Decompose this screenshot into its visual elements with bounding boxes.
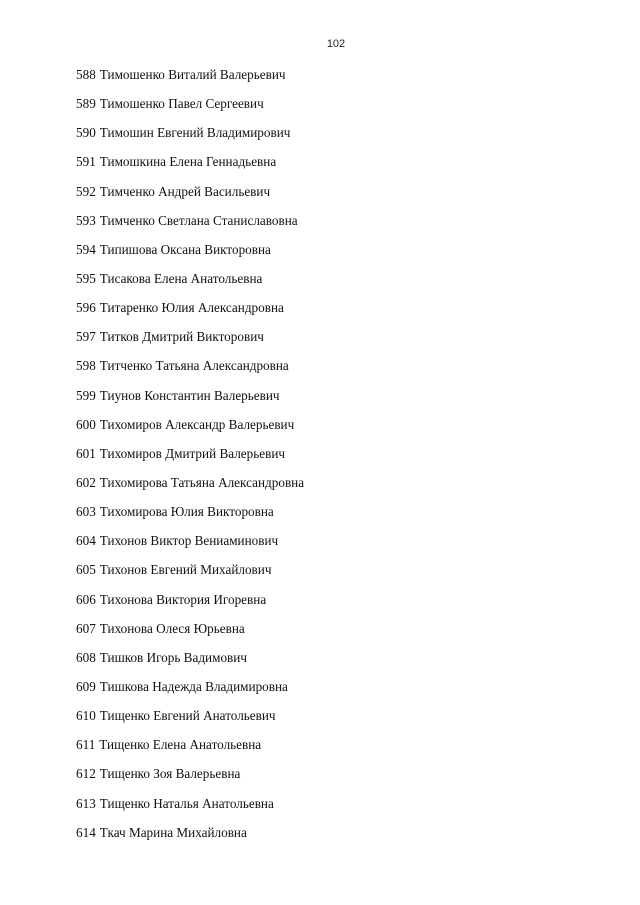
list-item <box>76 353 304 382</box>
list-item <box>76 470 304 499</box>
entry-name: Тишкова Надежда Владимировна <box>99 678 288 694</box>
list-item <box>76 645 304 674</box>
entry-number: 595 <box>76 270 96 286</box>
entry-name: Тихомиров Дмитрий Валерьевич <box>99 445 286 461</box>
entry-number: 606 <box>76 591 96 607</box>
entry-number: 607 <box>76 620 96 636</box>
entry-number: 594 <box>76 241 96 257</box>
entry-number: 593 <box>76 212 96 228</box>
entry-name: Тиунов Константин Валерьевич <box>99 387 280 403</box>
entry-number: 600 <box>76 416 96 432</box>
list-item <box>76 528 304 557</box>
page-number: 102 <box>326 38 346 50</box>
entry-name: Титков Дмитрий Викторович <box>99 329 264 345</box>
list-item <box>76 237 304 266</box>
entry-name: Титаренко Юлия Александровна <box>99 300 284 316</box>
list-item <box>76 703 304 732</box>
entry-name: Тимошкина Елена Геннадьевна <box>99 154 277 170</box>
entry-name: Тихомирова Татьяна Александровна <box>99 474 305 490</box>
entry-number: 591 <box>76 154 96 170</box>
entry-number: 608 <box>76 649 96 665</box>
list-item <box>76 557 304 586</box>
list-item <box>76 732 304 761</box>
entry-number: 614 <box>76 824 96 840</box>
list-item <box>76 587 304 616</box>
entry-number: 613 <box>76 795 96 811</box>
entry-name: Тимченко Светлана Станиславовна <box>99 212 298 228</box>
entry-name: Тищенко Наталья Анатольевна <box>99 795 274 811</box>
entry-name: Титченко Татьяна Александровна <box>99 358 289 374</box>
list-item <box>76 295 304 324</box>
entry-number: 601 <box>76 445 96 461</box>
entry-name: Ткач Марина Михайловна <box>99 824 247 840</box>
entry-number: 599 <box>76 387 96 403</box>
entry-number: 592 <box>76 183 96 199</box>
entry-name: Тимченко Андрей Васильевич <box>99 183 271 199</box>
entry-name: Тищенко Евгений Анатольевич <box>99 708 276 724</box>
list-item <box>76 791 304 820</box>
list-item <box>76 761 304 790</box>
entry-name: Тисакова Елена Анатольевна <box>99 270 263 286</box>
entry-number: 589 <box>76 96 96 112</box>
entry-name: Типишова Оксана Викторовна <box>99 241 271 257</box>
list-item <box>76 674 304 703</box>
entry-name: Тищенко Зоя Валерьевна <box>99 766 241 782</box>
entry-number: 588 <box>76 67 96 82</box>
list-item <box>76 324 304 353</box>
list-item <box>76 62 304 91</box>
entry-number: 602 <box>76 474 96 490</box>
list-item <box>76 820 304 849</box>
entry-name: Тищенко Елена Анатольевна <box>99 737 262 753</box>
entry-number: 609 <box>76 678 96 694</box>
list-item <box>76 499 304 528</box>
entry-number: 590 <box>76 125 96 141</box>
entry-name: Тихонова Виктория Игоревна <box>99 591 267 607</box>
entry-number: 612 <box>76 766 96 782</box>
name-list <box>76 62 304 849</box>
list-item <box>76 441 304 470</box>
entry-name: Тихомирова Юлия Викторовна <box>99 504 274 520</box>
entry-name: Тихонов Виктор Вениаминович <box>99 533 279 549</box>
list-item <box>76 149 304 178</box>
entry-number: 598 <box>76 358 96 374</box>
entry-name: Тишков Игорь Вадимович <box>99 649 247 665</box>
entry-name: Тихомиров Александр Валерьевич <box>99 416 295 432</box>
list-item <box>76 266 304 295</box>
entry-name: Тимошин Евгений Владимирович <box>99 125 291 141</box>
entry-number: 611 <box>76 737 96 753</box>
entry-name: Тихонов Евгений Михайлович <box>99 562 272 578</box>
list-item <box>76 208 304 237</box>
entry-name: Тихонова Олеся Юрьевна <box>99 620 245 636</box>
list-item <box>76 383 304 412</box>
entry-number: 610 <box>76 708 96 724</box>
list-item <box>76 616 304 645</box>
list-item <box>76 91 304 120</box>
entry-number: 597 <box>76 329 96 345</box>
entry-number: 596 <box>76 300 96 316</box>
entry-number: 605 <box>76 562 96 578</box>
entry-number: 603 <box>76 504 96 520</box>
list-item <box>76 412 304 441</box>
list-item <box>76 120 304 149</box>
entry-name: Тимошенко Павел Сергеевич <box>99 96 264 112</box>
list-item <box>76 179 304 208</box>
entry-name: Тимошенко Виталий Валерьевич <box>99 67 286 82</box>
entry-number: 604 <box>76 533 96 549</box>
